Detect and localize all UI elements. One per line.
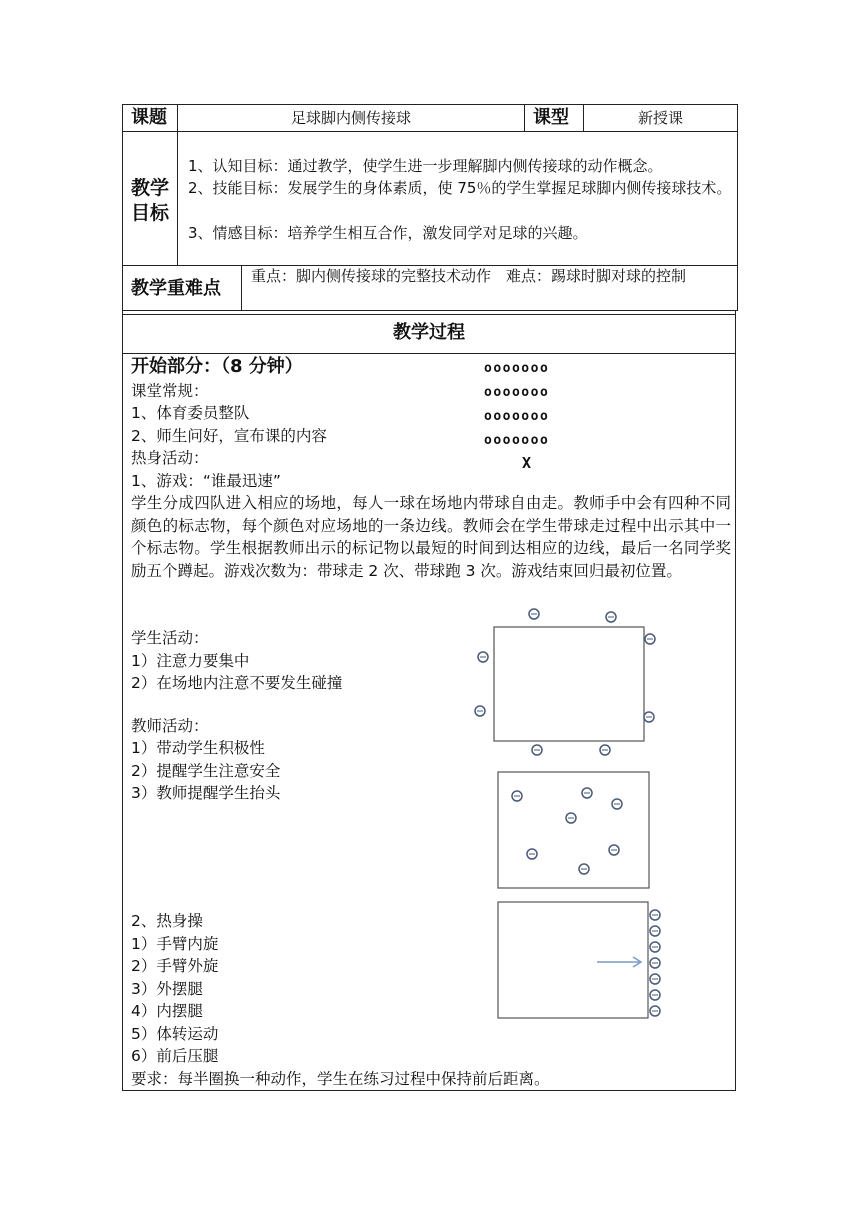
exercise-item: 6）前后压腿 — [131, 1047, 219, 1065]
table-left-border — [122, 104, 123, 1090]
row4-bottom-border — [122, 353, 736, 354]
type-value: 新授课 — [637, 109, 683, 127]
formation-row: ooooooo — [484, 433, 550, 448]
exercise-title: 2、热身操 — [131, 912, 203, 930]
row3-bottom-border — [122, 310, 738, 311]
warmup-label: 热身活动： — [131, 449, 209, 467]
teacher-activities-label: 教师活动： — [131, 717, 209, 735]
objectives-label-line2: 目标 — [131, 202, 170, 224]
row3-divider — [241, 265, 242, 310]
exercise-item: 1）手臂内旋 — [131, 935, 219, 953]
teacher-activity-item: 1）带动学生积极性 — [131, 739, 265, 757]
teacher-mark: X — [522, 454, 533, 472]
process-title: 教学过程 — [393, 322, 465, 343]
table-top-border — [122, 104, 738, 105]
exercise-item: 5）体转运动 — [131, 1025, 219, 1043]
table-right-border-top — [737, 104, 738, 310]
requirement-text: 要求：每半圈换一种动作，学生在练习过程中保持前后距离。 — [131, 1070, 550, 1088]
student-activity-item: 1）注意力要集中 — [131, 652, 250, 670]
objective-item: 2、技能目标：发展学生的身体素质，使 75％的学生掌握足球脚内侧传接球技术。 — [188, 179, 732, 197]
objectives-label-line1: 教学 — [131, 177, 170, 199]
formation-row: ooooooo — [484, 361, 550, 376]
formation-row: ooooooo — [484, 409, 550, 424]
exercise-item: 4）内摆腿 — [131, 1002, 203, 1020]
topic-label: 课题 — [131, 107, 167, 128]
sideline-game-diagram — [470, 605, 670, 760]
routine-label: 课堂常规： — [131, 382, 209, 400]
row1-bottom-border — [122, 131, 738, 132]
topic-value: 足球脚内侧传接球 — [290, 109, 411, 127]
section-title: 开始部分：（8 分钟） — [131, 356, 303, 377]
key-points-text: 重点：脚内侧传接球的完整技术动作 难点：踢球时脚对球的控制 — [251, 267, 687, 285]
exercise-item: 2）手臂外旋 — [131, 957, 219, 975]
teacher-activity-item: 3）教师提醒学生抬头 — [131, 784, 281, 802]
formation-row: ooooooo — [484, 385, 550, 400]
row4-top-border — [122, 314, 736, 315]
objective-item: 1、认知目标：通过教学，使学生进一步理解脚内侧传接球的动作概念。 — [188, 157, 663, 175]
table-right-border-bottom — [735, 310, 736, 1090]
routine-item: 2、师生问好，宣布课的内容 — [131, 427, 327, 445]
dribbling-diagram — [497, 771, 652, 891]
student-activities-label: 学生活动： — [131, 629, 209, 647]
objective-item: 3、情感目标：培养学生相互合作，激发同学对足球的兴趣。 — [188, 224, 588, 242]
exercise-item: 3）外摆腿 — [131, 980, 203, 998]
teacher-activity-item: 2）提醒学生注意安全 — [131, 762, 281, 780]
warmup-drill-diagram — [497, 901, 667, 1021]
student-activity-item: 2）在场地内注意不要发生碰撞 — [131, 674, 343, 692]
game-title: 1、游戏：“谁最迅速” — [131, 472, 281, 490]
routine-item: 1、体育委员整队 — [131, 404, 250, 422]
type-label: 课型 — [533, 107, 569, 128]
key-points-label: 教学重难点 — [131, 278, 221, 299]
row1-divider-2 — [524, 104, 525, 131]
game-description: 学生分成四队进入相应的场地，每人一球在场地内带球自由走。教师手中会有四种不同颜色的标志物，每个颜色对应场地的一条边线。教师会在学生带球走过程中出示其中一个标志物。学生根据教师出示的标记物以最短的时间到达相应的边线，最后一名同学奖励五个蹲起。游戏次数为：带球走 2 次、带球跑 3 次。游戏结束回归最初位置。 — [131, 494, 731, 580]
